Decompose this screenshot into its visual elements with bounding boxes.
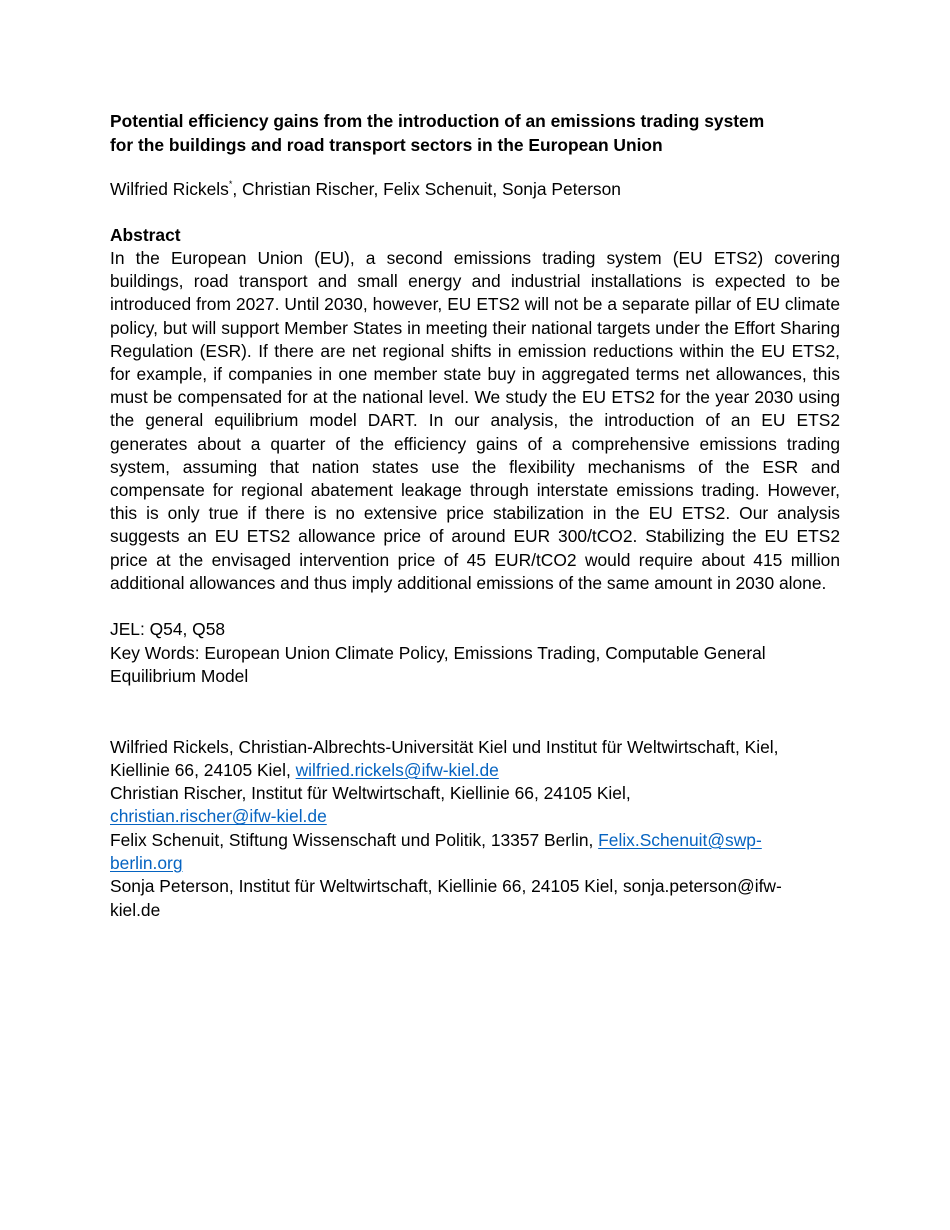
abstract-heading: Abstract bbox=[110, 224, 181, 245]
jel-codes: JEL: Q54, Q58 bbox=[110, 619, 226, 640]
first-author: Wilfried Rickels bbox=[110, 179, 229, 199]
affiliation-rickels-line-1: Wilfried Rickels, Christian-Albrechts-Universität Kiel und Institut für Weltwirtschaft, Kiel, bbox=[110, 736, 779, 757]
affiliation-rickels bbox=[110, 736, 840, 783]
email-link-rickels[interactable]: wilfried.rickels@ifw-kiel.de bbox=[295, 759, 499, 780]
keywords-line-2: Equilibrium Model bbox=[110, 666, 249, 687]
affiliation-peterson-line-2: kiel.de bbox=[110, 899, 161, 920]
paper-title bbox=[110, 109, 840, 157]
keywords bbox=[110, 642, 840, 689]
affiliation-peterson-line-1: Sonja Peterson, Institut für Weltwirtschaft, Kiellinie 66, 24105 Kiel, sonja.peterson@ifw- bbox=[110, 876, 782, 897]
paper-title-line-1: Potential efficiency gains from the introduction of an emissions trading system bbox=[110, 111, 765, 131]
affiliation-schenuit-text: Felix Schenuit, Stiftung Wissenschaft und Politik, 13357 Berlin, bbox=[110, 829, 599, 850]
keywords-line-1: Key Words: European Union Climate Policy, Emissions Trading, Computable General bbox=[110, 642, 766, 663]
corresponding-author-mark: * bbox=[228, 179, 233, 189]
paper-title-line-2: for the buildings and road transport sectors in the European Union bbox=[110, 135, 663, 155]
email-link-schenuit-part-1[interactable]: Felix.Schenuit@swp- bbox=[598, 829, 762, 850]
other-authors: , Christian Rischer, Felix Schenuit, Sonja Peterson bbox=[232, 179, 621, 199]
email-link-schenuit-part-2[interactable]: berlin.org bbox=[110, 853, 183, 874]
email-link-rischer[interactable]: christian.rischer@ifw-kiel.de bbox=[110, 806, 327, 827]
affiliation-rickels-address: Kiellinie 66, 24105 Kiel, bbox=[110, 759, 296, 780]
affiliation-rischer-line-1: Christian Rischer, Institut für Weltwirtschaft, Kiellinie 66, 24105 Kiel, bbox=[110, 783, 631, 804]
author-affiliations bbox=[110, 736, 840, 922]
paper-page bbox=[110, 109, 840, 922]
affiliation-schenuit bbox=[110, 829, 840, 876]
abstract-body: In the European Union (EU), a second emissions trading system (EU ETS2) covering buildings, road transport and small energy and industrial installations is expected to be introduced from 2027. Until 2030, however, EU ETS2 will not be a separate pillar of EU climate policy, but will support Member States in meeting their national targets under the Effort Sharing Regulation (ESR). If there are net regional shifts in emission reductions within the EU ETS2, for example, if companies in one member state buy in aggregated terms net allowances, this must be compensated for at the national level. We study the EU ETS2 for the year 2030 using the general equilibrium model DART. In our analysis, the introduction of an EU ETS2 generates about a quarter of the efficiency gains of a comprehensive emissions trading system, assuming that nation states use the flexibility mechanisms of the ESR and compensate for regional abatement leakage through interstate emissions trading. However, this is only true if there is no extensive price stabilization in the EU ETS2. Our analysis suggests an EU ETS2 allowance price of around EUR 300/tCO2. Stabilizing the EU ETS2 price at the envisaged intervention price of 45 EUR/tCO2 would require about 415 million additional allowances and thus imply additional emissions of the same amount in 2030 alone. bbox=[110, 248, 840, 593]
affiliation-rischer bbox=[110, 782, 840, 829]
author-list bbox=[110, 178, 840, 202]
affiliation-peterson bbox=[110, 875, 840, 922]
classification-block bbox=[110, 618, 840, 689]
